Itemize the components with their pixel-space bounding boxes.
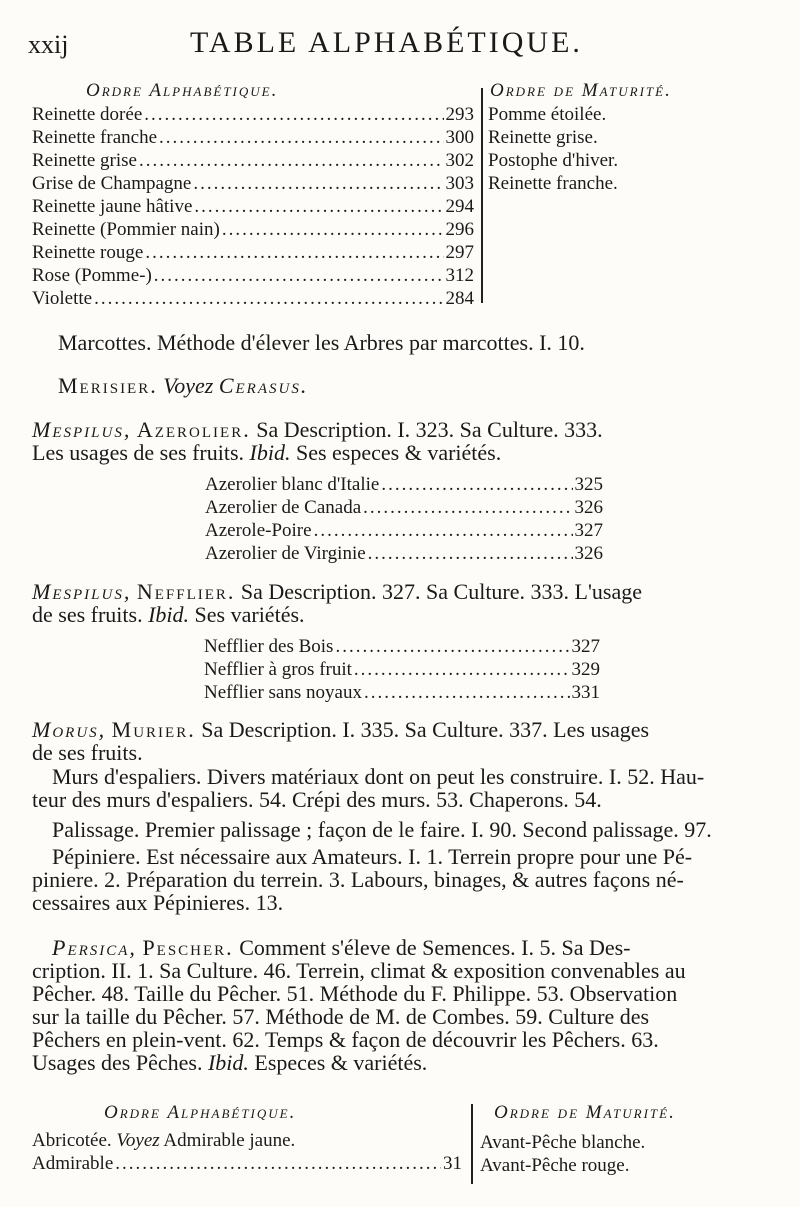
bottom-right-column-header: Ordre de Maturité. (494, 1102, 676, 1123)
entry-name: Reinette jaune hâtive (32, 196, 193, 217)
see-reference: Voyez (163, 373, 214, 398)
entry-page: 297 (445, 242, 474, 263)
list-item (32, 242, 474, 265)
bottom-right-list (480, 1132, 790, 1178)
top-left-list (32, 104, 474, 311)
entry-text: teur des murs d'espaliers. 54. Crépi des murs. 53. Chaperons. 54. (32, 787, 602, 812)
entry-murs (32, 765, 797, 811)
entry-name: Violette (32, 288, 93, 309)
entry-text: Pêchers en plein-vent. 62. Temps & façon de découvrir les Pêchers. 63. (32, 1027, 659, 1052)
entry-text: Pépiniere. Est nécessaire aux Amateurs. I. 1. Terrein propre pour une Pé- (52, 844, 693, 869)
entry-page: 303 (445, 173, 474, 194)
list-item (204, 636, 600, 659)
see-target: Admirable jaune. (163, 1130, 296, 1151)
entry-subhead: Pescher. (142, 935, 234, 960)
entry-page: 302 (445, 150, 474, 171)
entry-text: Usages des Pêches. (32, 1050, 203, 1075)
entry-name: Grise de Champagne (32, 173, 192, 194)
entry-pepiniere (32, 845, 797, 914)
entry-page: 327 (574, 520, 603, 541)
entry-page: 331 (571, 682, 600, 703)
entry-name: Azerolier de Virginie (205, 543, 366, 564)
entry-page: 312 (445, 265, 474, 286)
entry-name: Admirable (32, 1153, 114, 1174)
list-item: Avant-Pêche blanche. (480, 1132, 646, 1153)
top-table-divider (481, 88, 483, 303)
entry-text: de ses fruits. (32, 602, 143, 627)
entry-head: Mespilus, (32, 417, 132, 442)
entry-marcottes: Marcottes. Méthode d'élever les Arbres par marcottes. I. 10. (58, 330, 585, 355)
entry-merisier (58, 374, 308, 397)
ibid: Ibid. (249, 440, 291, 465)
entry-name: Reinette dorée (32, 104, 143, 125)
list-item (32, 1153, 462, 1176)
entry-page: 326 (574, 543, 603, 564)
entry-text: Pêcher. 48. Taille du Pêcher. 51. Méthode du F. Philippe. 53. Observation (32, 981, 678, 1006)
entry-page: 327 (571, 636, 600, 657)
list-item (32, 288, 474, 311)
list-item (32, 219, 474, 242)
list-item (32, 196, 474, 219)
entry-text: Les usages de ses fruits. (32, 440, 245, 465)
entry-head: Morus, (32, 717, 107, 742)
entry-name: Azerolier de Canada (205, 497, 362, 518)
entry-name: Reinette franche (32, 127, 158, 148)
entry-text: Murs d'espaliers. Divers matériaux dont on peut les construire. I. 52. Hau- (52, 764, 705, 789)
entry-page: 329 (571, 659, 600, 680)
entry-name: Reinette (Pommier nain) (32, 219, 220, 240)
page-title: TABLE ALPHABÉTIQUE. (190, 26, 583, 59)
entry-text: cription. II. 1. Sa Culture. 46. Terrein, climat & exposition convenables au (32, 958, 686, 983)
entry-mespilus-nefflier (32, 580, 792, 626)
list-item (205, 520, 603, 543)
bottom-left-list (32, 1130, 462, 1176)
nefflier-list (204, 636, 600, 705)
ibid: Ibid. (148, 602, 190, 627)
entry-text: Comment s'éleve de Semences. I. 5. Sa Des- (239, 935, 631, 960)
list-item (32, 127, 474, 150)
entry-text: Especes & variétés. (254, 1050, 428, 1075)
entry-name: Azerolier blanc d'Italie (205, 474, 380, 495)
see-reference: Voyez (116, 1130, 160, 1151)
bottom-table-divider (471, 1104, 473, 1184)
list-item (204, 682, 600, 705)
entry-morus (32, 718, 792, 764)
entry-text: piniere. 2. Préparation du terrein. 3. Labours, binages, & autres façons né- (32, 867, 684, 892)
entry-page: 296 (445, 219, 474, 240)
list-item (205, 497, 603, 520)
entry-name: Nefflier des Bois (204, 636, 334, 657)
entry-page: 294 (445, 196, 474, 217)
entry-subhead: Nefflier. (136, 579, 236, 604)
entry-text: Sa Description. I. 323. Sa Culture. 333. (256, 417, 603, 442)
entry-page: 326 (574, 497, 603, 518)
list-item (32, 104, 474, 127)
entry-text: sur la taille du Pêcher. 57. Méthode de M. de Combes. 59. Culture des (32, 1004, 650, 1029)
entry-name: Abricotée. (32, 1130, 112, 1151)
entry-name: Azerole-Poire (205, 520, 312, 541)
list-item (205, 474, 603, 497)
page-number: xxij (28, 30, 69, 59)
entry-page: 325 (574, 474, 603, 495)
ibid: Ibid. (207, 1050, 249, 1075)
top-right-column-header: Ordre de Maturité. (490, 80, 672, 101)
list-item: Avant-Pêche rouge. (480, 1155, 630, 1176)
entry-head: Mespilus, (32, 579, 132, 604)
entry-palissage: Palissage. Premier palissage ; façon de le faire. I. 90. Second palissage. 97. (52, 817, 712, 842)
entry-name: Reinette grise (32, 150, 137, 171)
list-item: Reinette grise. (488, 127, 598, 148)
entry-text: Sa Description. I. 335. Sa Culture. 337. Les usages (201, 717, 650, 742)
entry-text: cessaires aux Pépinieres. 13. (32, 890, 284, 915)
list-item (32, 265, 474, 288)
entry-name: Reinette rouge (32, 242, 144, 263)
entry-page: 284 (445, 288, 474, 309)
top-right-list (488, 104, 788, 196)
entry-name: Nefflier à gros fruit (204, 659, 352, 680)
top-left-column-header: Ordre Alphabétique. (86, 80, 279, 101)
entry-head: Persica, (52, 935, 137, 960)
see-target: Cerasus. (218, 373, 309, 398)
entry-page: 300 (445, 127, 474, 148)
entry-persica (32, 936, 797, 1074)
entry-subhead: Azerolier. (136, 417, 251, 442)
entry-page: 31 (443, 1153, 462, 1174)
list-item: Reinette franche. (488, 173, 618, 194)
bottom-left-column-header: Ordre Alphabétique. (104, 1102, 297, 1123)
list-item (205, 543, 603, 566)
list-item (32, 173, 474, 196)
entry-page: 293 (445, 104, 474, 125)
entry-head: Merisier. (58, 373, 158, 398)
entry-name: Rose (Pomme-) (32, 265, 152, 286)
entry-name: Nefflier sans noyaux (204, 682, 362, 703)
entry-text: de ses fruits. (32, 740, 143, 765)
entry-mespilus-azerolier (32, 418, 792, 464)
list-item (204, 659, 600, 682)
entry-text: Ses variétés. (194, 602, 305, 627)
list-item (32, 150, 474, 173)
entry-text: Ses especes & variétés. (295, 440, 502, 465)
list-item: Postophe d'hiver. (488, 150, 619, 171)
azerolier-list (205, 474, 603, 566)
list-item (32, 1130, 462, 1153)
list-item: Pomme étoilée. (488, 104, 607, 125)
entry-text: Sa Description. 327. Sa Culture. 333. L'usage (240, 579, 643, 604)
entry-subhead: Murier. (111, 717, 196, 742)
